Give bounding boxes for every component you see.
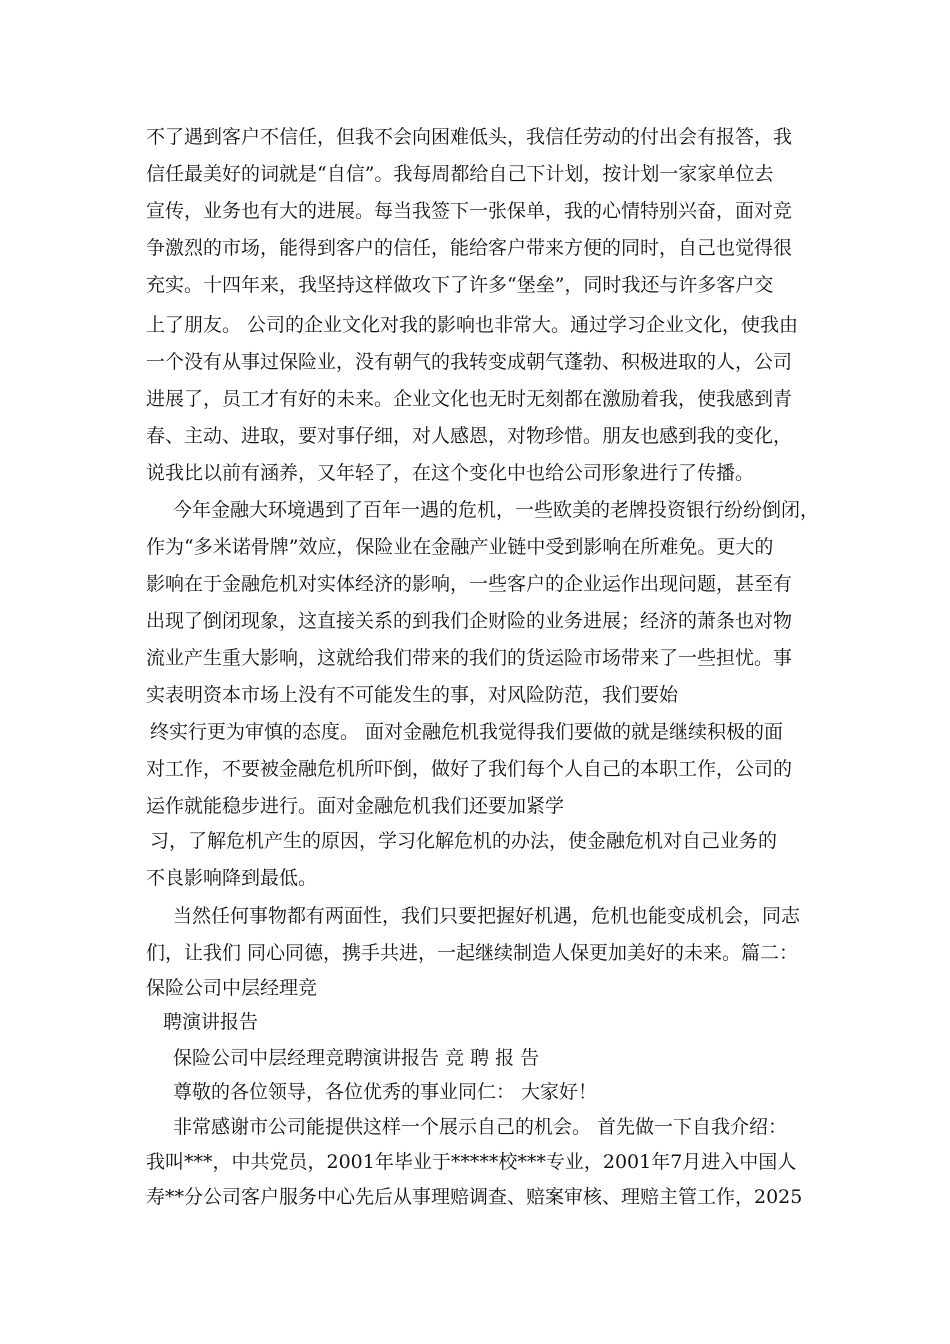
text-line: 不良影响降到最低。	[146, 867, 318, 889]
text-line: 争激烈的市场，能得到客户的信任，能给客户带来方便的同时，自己也觉得很	[146, 237, 793, 259]
text-line: 作为“多米诺骨牌”效应，保险业在金融产业链中受到影响在所难免。更大的	[146, 536, 774, 558]
text-line: 终实行更为审慎的态度。 面对金融危机我觉得我们要做的就是继续积极的面	[150, 721, 784, 743]
text-line: 对工作，不要被金融危机所吓倒，做好了我们每个人自己的本职工作，公司的	[146, 758, 793, 780]
text-line: 说我比以前有涵养，又年轻了，在这个变化中也给公司形象进行了传播。	[146, 462, 755, 484]
text-line: 不了遇到客户不信任，但我不会向困难低头，我信任劳动的付出会有报答，我	[146, 126, 793, 148]
section-heading: 聘演讲报告	[163, 1011, 259, 1033]
text-line: 保险公司中层经理竞	[146, 977, 318, 999]
text-line: 们，让我们 同心同德，携手共进，一起继续制造人保更加美好的未来。篇二：	[146, 942, 799, 964]
paragraph-first-line: 非常感谢市公司能提供这样一个展示自己的机会。 首先做一下自我介绍：	[173, 1116, 788, 1138]
text-line: 上了朋友。 公司的企业文化对我的影响也非常大。通过学习企业文化，使我由	[146, 314, 799, 336]
salutation: 尊敬的各位领导，各位优秀的事业同仁： 大家好！	[173, 1081, 598, 1103]
text-line: 影响在于金融危机对实体经济的影响，一些客户的企业运作出现问题，甚至有	[146, 573, 793, 595]
text-line: 信任最美好的词就是“自信”。我每周都给自己下计划，按计划一家家单位去	[146, 163, 774, 185]
text-line: 流业产生重大影响，这就给我们带来的我们的货运险市场带来了一些担忧。事	[146, 647, 793, 669]
text-line: 进展了，员工才有好的未来。企业文化也无时无刻都在激励着我，使我感到青	[146, 388, 793, 410]
paragraph-first-line: 今年金融大环境遇到了百年一遇的危机，一些欧美的老牌投资银行纷纷倒闭，	[173, 499, 820, 521]
text-line: 我叫***，中共党员，2001年毕业于*****校***专业，2001年7月进入中国人	[146, 1151, 797, 1173]
paragraph-first-line: 当然任何事物都有两面性，我们只要把握好机遇，危机也能变成机会，同志	[173, 905, 801, 927]
document-title: 保险公司中层经理竞聘演讲报告 竞 聘 报 告	[173, 1047, 540, 1069]
text-line: 实表明资本市场上没有不可能发生的事，对风险防范，我们要始	[146, 684, 679, 706]
text-line: 充实。十四年来，我坚持这样做攻下了许多“堡垒”，同时我还与许多客户交	[146, 274, 774, 296]
text-line: 寿**分公司客户服务中心先后从事理赔调查、赔案审核、理赔主管工作，2025	[146, 1186, 803, 1208]
text-line: 运作就能稳步进行。面对金融危机我们还要加紧学	[146, 795, 565, 817]
text-line: 宣传，业务也有大的进展。每当我签下一张保单，我的心情特别兴奋，面对竞	[146, 200, 793, 222]
text-line: 习，了解危机产生的原因，学习化解危机的办法，使金融危机对自己业务的	[150, 830, 778, 852]
text-line: 一个没有从事过保险业，没有朝气的我转变成朝气蓬勃、积极进取的人，公司	[146, 351, 793, 373]
text-line: 出现了倒闭现象，这直接关系的到我们企财险的业务进展；经济的萧条也对物	[146, 610, 793, 632]
text-line: 春、主动、进取，要对事仔细，对人感恩，对物珍惜。朋友也感到我的变化，	[146, 425, 793, 447]
